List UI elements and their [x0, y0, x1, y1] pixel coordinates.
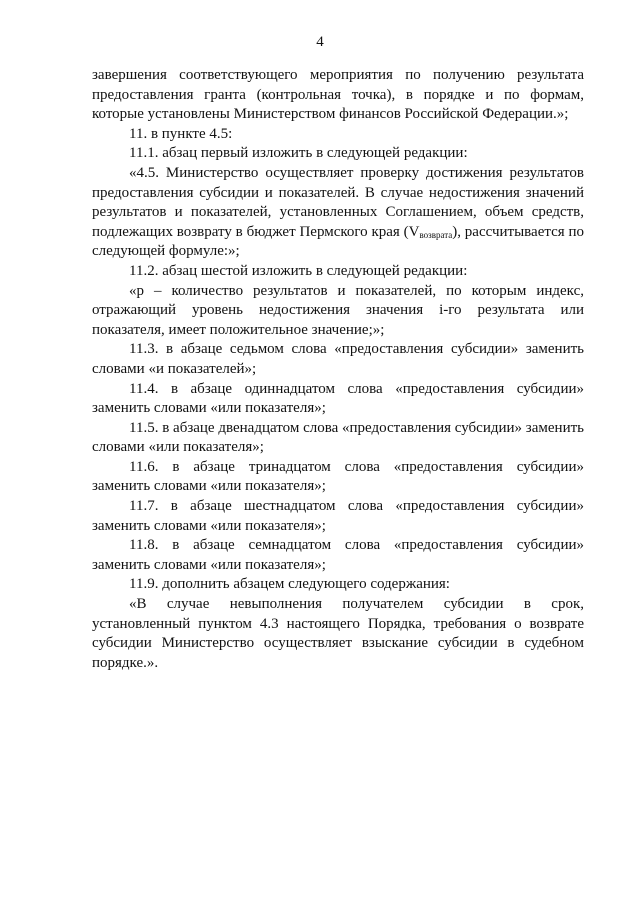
paragraph-item-11-1: 11.1. абзац первый изложить в следующей редакции: — [129, 145, 468, 162]
paragraph-item-11: 11. в пункте 4.5: — [129, 125, 233, 142]
document-body — [92, 66, 584, 673]
paragraph-item-11-6: 11.6. в абзаце тринадцатом слова «предоставления субсидии» заменить словами «или показателя»; — [92, 458, 584, 495]
paragraph-quote-4-5 — [92, 164, 584, 262]
paragraph-item-11-7: 11.7. в абзаце шестнадцатом слова «предоставления субсидии» заменить словами «или показателя»; — [92, 498, 584, 534]
quote-4-5-text-start: «4.5. Министерство осуществляет проверку достижения результатов предоставления субсидии и показателей. В случае недостижения значений результатов и показателей, установленных Соглашением, объем средств, подлежащих возврату в бюджет Пермского края ( — [92, 164, 584, 240]
v-symbol: V — [408, 223, 420, 240]
paragraph-quote-new-abzac: «В случае невыполнения получателем субсидии в срок, установленный пунктом 4.3 настоящего Порядка, требования о возврате субсидии Министерство осуществляет взыскание субсидии в судебном порядке.». — [92, 596, 584, 671]
paragraph-item-11-5: 11.5. в абзаце двенадцатом слова «предоставления субсидии» заменить словами «или показателя»; — [92, 419, 584, 456]
paragraph-item-11-2: 11.2. абзац шестой изложить в следующей редакции: — [129, 262, 468, 279]
paragraph-item-11-8: 11.8. в абзаце семнадцатом слова «предоставления субсидии» заменить словами «или показателя»; — [92, 537, 584, 573]
paragraph-item-11-3: 11.3. в абзаце седьмом слова «предоставления субсидии» заменить словами «и показателей»; — [92, 341, 584, 377]
paragraph-quote-p-definition: «р – количество результатов и показателей, по которым индекс, отражающий уровень недостижения значения i-го результата или показателя, имеет положительное значение;»; — [92, 282, 584, 338]
page-number: 4 — [316, 34, 324, 50]
paragraph-item-11-9: 11.9. дополнить абзацем следующего содержания: — [129, 576, 450, 593]
paragraph-continuation: завершения соответствующего мероприятия по получению результата предоставления гранта (контрольная точка), в порядке и по формам, которые установлены Министерством финансов Российской Федерации.»; — [92, 67, 584, 123]
paragraph-item-11-4: 11.4. в абзаце одиннадцатом слова «предоставления субсидии» заменить словами «или показателя»; — [92, 380, 584, 417]
v-subscript: возврата — [419, 229, 453, 240]
quote-4-5-text-end: ), рассчитывается по следующей формуле:»; — [92, 223, 584, 260]
